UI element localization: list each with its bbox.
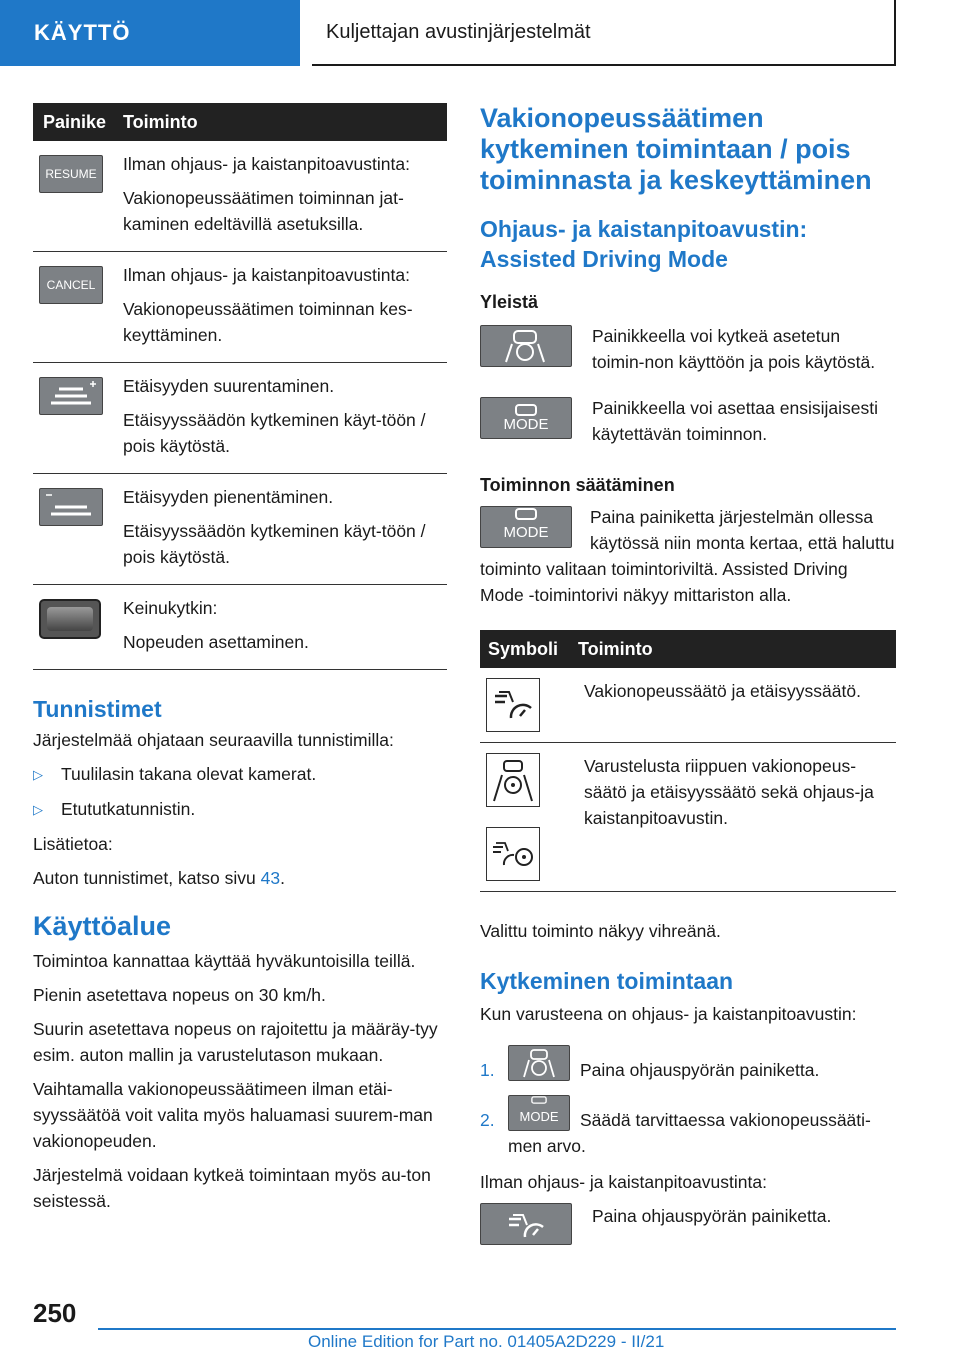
assisted-driving-symbol-icon — [486, 753, 540, 807]
col-header-function: Toiminto — [578, 638, 653, 659]
table-row — [33, 252, 447, 363]
triangle-bullet-icon: ▷ — [33, 802, 43, 817]
adjust-paragraph: MODE Paina painiketta järjestelmän ollessa käytössä niin monta kertaa, että haluttu toiminto valitaan toimintoriviltä. Assisted Driving Mode -toimintorivi näkyy mittariston alla. — [480, 507, 895, 605]
table-row — [33, 585, 447, 670]
mode-button-icon: MODE — [480, 506, 572, 548]
page-link[interactable]: 43 — [260, 868, 281, 888]
row-text: Etäisyyssäädön kytkeminen käyt-töön / pois käytöstä. — [123, 521, 426, 567]
list-item: ▷ Tuulilasin takana olevat kamerat. — [33, 761, 447, 788]
assisted-driving-icon — [480, 325, 572, 367]
row-text: Vakionopeussäätimen toiminnan kes-keyttäminen. — [123, 299, 413, 345]
symbol-row-text: Varustelusta riippuen vakionopeus-säätö ja etäisyyssäätö sekä ohjaus-ja kaistanpitoavustin. — [584, 756, 874, 828]
chapter-title: Kuljettajan avustinjärjestelmät — [312, 0, 896, 66]
table-row — [480, 743, 896, 892]
col-header-function: Toiminto — [123, 111, 198, 132]
more-info-label: Lisätietoa: — [33, 834, 113, 854]
range-paragraph: Toimintoa kannattaa käyttää hyväkuntoisilla teillä. — [33, 951, 416, 971]
row-text: Etäisyyssäädön kytkeminen käyt-töön / pois käytöstä. — [123, 410, 426, 456]
col-header-symbol: Symboli — [488, 638, 559, 659]
triangle-bullet-icon: ▷ — [33, 767, 43, 782]
step-text: Säädä tarvittaessa vakionopeussääti- — [580, 1110, 871, 1130]
table-row — [33, 363, 447, 474]
edition-text: Online Edition for Part no. 01405A2D229 - II/21 — [308, 1332, 665, 1351]
without-label: Ilman ohjaus- ja kaistanpitoavustinta: — [480, 1172, 767, 1192]
cruise-steering-symbol-icon — [486, 827, 540, 881]
range-paragraph: Järjestelmä voidaan kytkeä toimintaan myös au-ton seistessä. — [33, 1165, 431, 1211]
cancel-button-icon: CANCEL — [39, 266, 103, 304]
row-text: Keinukytkin: — [123, 598, 218, 618]
sensors-heading: Tunnistimet — [33, 696, 162, 722]
sensors-reference: Auton tunnistimet, katso sivu 43. — [33, 868, 285, 888]
without-item — [480, 1203, 896, 1245]
general-item-text: Painikkeella voi asettaa ensisijaisesti käytettävän toiminnon. — [592, 398, 878, 444]
list-item: ▷ Etututkatunnistin. — [33, 796, 447, 823]
col-header-button: Painike — [43, 111, 107, 132]
table-row — [33, 474, 447, 585]
step-number: 1. — [480, 1060, 495, 1080]
row-text: Etäisyyden pienentäminen. — [123, 487, 334, 507]
general-item — [480, 323, 896, 375]
footer-divider — [98, 1328, 896, 1330]
selected-note: Valittu toiminto näkyy vihreänä. — [480, 921, 721, 941]
button-table-header — [33, 103, 447, 141]
range-paragraph: Vaihtamalla vakionopeussäätimeen ilman etäi-syyssäätöä voit valita myös haluamasi suurem-man vakionopeuden. — [33, 1079, 433, 1151]
main-heading: Vakionopeussäätimen kytkeminen toimintaan / pois toiminnasta ja keskeyttäminen — [480, 103, 872, 195]
distance-minus-icon — [39, 488, 103, 526]
table-row — [480, 668, 896, 743]
symbol-row-text: Vakionopeussäätö ja etäisyyssäätö. — [584, 681, 861, 701]
row-text: Ilman ohjaus- ja kaistanpitoavustinta: — [123, 154, 410, 174]
general-item — [480, 395, 896, 447]
range-paragraph: Suurin asetettava nopeus on rajoitettu ja määräy-tyy esim. auton mallin ja varustelutason mukaan. — [33, 1019, 438, 1065]
section-tab: KÄYTTÖ — [0, 0, 300, 66]
row-text: Nopeuden asettaminen. — [123, 632, 309, 652]
range-paragraph: Pienin asetettava nopeus on 30 km/h. — [33, 985, 326, 1005]
symbol-table-header — [480, 630, 896, 668]
activate-intro: Kun varusteena on ohjaus- ja kaistanpitoavustin: — [480, 1004, 857, 1024]
mode-button-icon: MODE — [508, 1095, 570, 1131]
cruise-control-distance-icon — [486, 678, 540, 732]
row-text: Ilman ohjaus- ja kaistanpitoavustinta: — [123, 265, 410, 285]
assisted-driving-icon — [508, 1045, 570, 1081]
cruise-control-button-icon — [480, 1203, 572, 1245]
rocker-switch-icon — [39, 599, 101, 639]
general-item-text: Painikkeella voi kytkeä asetetun toimin-non käyttöön ja pois käytöstä. — [592, 326, 876, 372]
row-text: Etäisyyden suurentaminen. — [123, 376, 335, 396]
step-text: Paina ohjauspyörän painiketta. — [580, 1060, 820, 1080]
right-column — [480, 103, 896, 1245]
resume-button-icon: RESUME — [39, 155, 103, 193]
general-label: Yleistä — [480, 292, 539, 312]
without-text: Paina ohjauspyörän painiketta. — [592, 1206, 832, 1226]
sub-heading: Ohjaus- ja kaistanpitoavustin: Assisted Driving Mode — [480, 216, 808, 272]
activate-heading: Kytkeminen toimintaan — [480, 968, 734, 994]
step-number: 2. — [480, 1110, 495, 1130]
mode-button-icon: MODE — [480, 397, 572, 439]
list-item — [480, 1095, 896, 1159]
list-item — [480, 1045, 896, 1083]
left-column — [33, 103, 447, 1214]
step-text: men arvo. — [508, 1136, 586, 1156]
adjust-label: Toiminnon säätäminen — [480, 475, 675, 495]
page-number: 250 — [33, 1298, 77, 1328]
range-heading: Käyttöalue — [33, 911, 172, 941]
row-text: Vakionopeussäätimen toiminnan jat-kaminen edeltävillä asetuksilla. — [123, 188, 404, 234]
distance-plus-icon — [39, 377, 103, 415]
table-row — [33, 141, 447, 252]
sensors-intro: Järjestelmää ohjataan seuraavilla tunnistimilla: — [33, 730, 394, 750]
